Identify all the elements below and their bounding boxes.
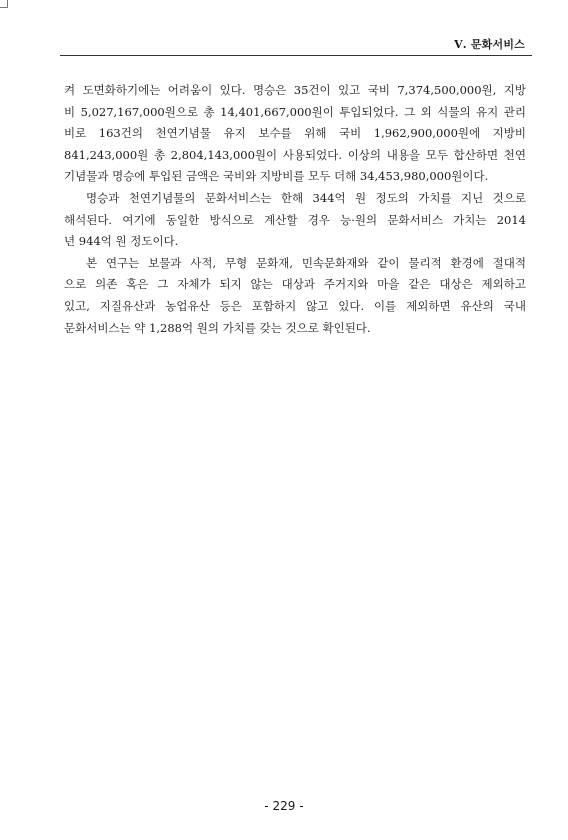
text-line: 기념물과 명승에 투입된 금액은 국비와 지방비를 모두 더해 34,453,980,000원이다. [64,169,489,184]
running-header: Ⅴ. 문화서비스 [454,38,525,51]
page-number: - 229 - [264,799,304,813]
paragraph [64,80,526,188]
text-line: 문화서비스는 약 1,288억 원의 가치를 갖는 것으로 확인된다. [64,320,371,335]
text-line: 비로 163건의 천연기념물 유지 보수를 위해 국비 1,962,900,000원에 지방비 [64,126,526,141]
body-text [64,80,526,339]
crop-mark [0,0,8,8]
text-line: 비 5,027,167,000원으로 총 14,401,667,000원이 투입되었다. 그 외 식물의 유지 관리 [64,104,526,119]
text-line: 년 944억 원 정도이다. [64,234,179,249]
text-line: 으로 의존 혹은 그 자체가 되지 않는 대상과 주거지와 마을 같은 대상은 제외하고 [64,277,526,292]
text-line: 841,243,000원 총 2,804,143,000원이 사용되었다. 이상의 내용을 모두 합산하면 천연 [64,147,526,162]
paragraph [64,253,526,339]
paragraph [64,188,526,253]
header-divider [60,55,532,56]
text-line: 켜 도면화하기에는 어려움이 있다. 명승은 35건이 있고 국비 7,374,500,000원, 지방 [64,83,526,97]
text-line: 본 연구는 보물과 사적, 무형 문화재, 민속문화재와 같이 물리적 환경에 절대적 [86,255,526,270]
text-line: 해석된다. 여기에 동일한 방식으로 계산할 경우 능·원의 문화서비스 가치는 2014 [64,212,526,227]
text-line: 명승과 천연기념물의 문화서비스는 한해 344억 원 정도의 가치를 지닌 것으로 [86,190,526,205]
text-line: 있고, 지질유산과 농업유산 등은 포함하지 않고 있다. 이를 제외하면 유산의 국내 [64,298,526,313]
